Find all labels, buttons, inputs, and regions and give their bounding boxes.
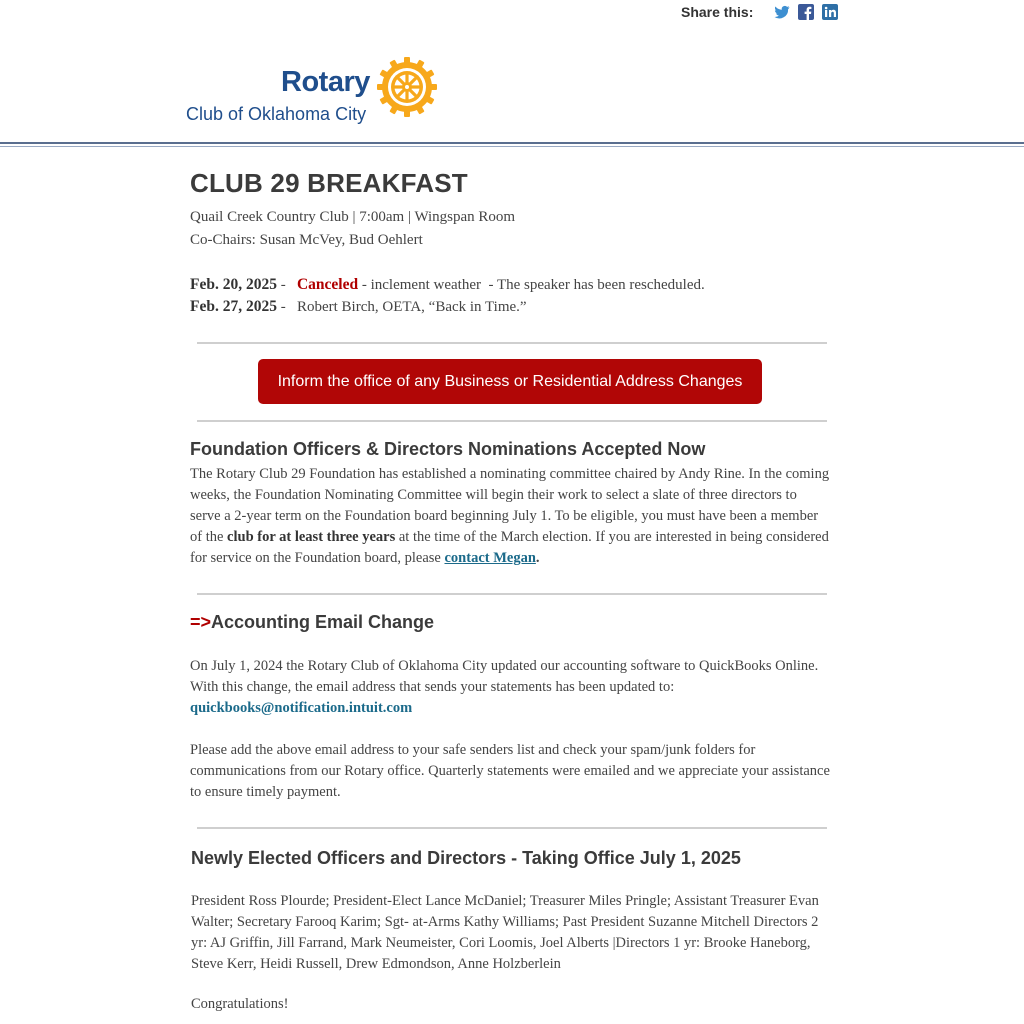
event-item: Feb. 27, 2025 - Robert Birch, OETA, “Back in Time.” — [190, 298, 527, 315]
accounting-instructions: Please add the above email address to your safe senders list and check your spam/junk folders for communications from our Rotary office. Quarterly statements were emailed and we appreciate your assistance to ensure timely payment. — [190, 742, 830, 800]
event-detail: Robert Birch, OETA, “Back in Time.” — [296, 299, 527, 315]
breakfast-info — [190, 206, 830, 252]
accounting-text: On July 1, 2024 the Rotary Club of Oklahoma City updated our accounting software to QuickBooks Online. With this change, the email address that sends your statements has been updated to: quickbooks@notification.intuit.com — [190, 658, 819, 716]
event-item: Feb. 20, 2025 - Canceled - inclement weather - The speaker has been rescheduled. — [190, 276, 705, 293]
arrow-marker: => — [190, 612, 212, 632]
breakfast-venue: Quail Creek Country Club | 7:00am | Wingspan Room — [190, 209, 516, 225]
address-change-button[interactable]: Inform the office of any Business or Residential Address Changes — [258, 359, 762, 404]
rotary-logo[interactable] — [185, 56, 445, 128]
section-divider — [197, 342, 827, 344]
quickbooks-email-link[interactable]: quickbooks@notification.intuit.com — [190, 700, 413, 716]
event-date: Feb. 27, 2025 — [190, 298, 277, 315]
share-label: Share this: — [681, 4, 754, 20]
logo-wordmark: Rotary — [281, 66, 370, 98]
congratulations-text: Congratulations! — [191, 996, 289, 1012]
section-divider — [197, 827, 827, 829]
linkedin-icon[interactable] — [822, 4, 838, 20]
officers-list: President Ross Plourde; President-Elect Lance McDaniel; Treasurer Miles Pringle; Assistant Treasurer Evan Walter; Secretary Farooq Karim; Sgt- at-Arms Kathy Williams; Past President Suzanne Mitchell Directors 2 yr: AJ Griffin, Jill Farrand, Mark Neumeister, Cori Loomis, Joel Alberts |Directors 1 yr: Brooke Haneborg, Steve Kerr, Heidi Russell, Drew Edmondson, Anne Holzberlein — [191, 893, 819, 972]
rotary-wheel-icon — [376, 56, 438, 118]
breakfast-title: CLUB 29 BREAKFAST — [190, 168, 468, 198]
officers-heading: Newly Elected Officers and Directors - Taking Office July 1, 2025 — [191, 848, 741, 868]
address-button-wrap — [190, 359, 830, 404]
event-detail: - inclement weather - The speaker has been rescheduled. — [358, 277, 705, 293]
accounting-heading: =>Accounting Email Change — [190, 612, 435, 632]
share-bar — [681, 4, 838, 20]
header-divider — [0, 142, 1024, 144]
status-canceled: Canceled — [296, 276, 359, 293]
eligibility-emphasis: club for at least three years — [227, 529, 396, 545]
section-divider — [197, 593, 827, 595]
contact-megan-link[interactable]: contact Megan — [444, 550, 536, 566]
event-list — [190, 274, 830, 318]
header-divider-thin — [0, 146, 1024, 147]
newsletter-content — [190, 168, 830, 1015]
foundation-heading: Foundation Officers & Directors Nominations Accepted Now — [190, 439, 706, 459]
foundation-text: The Rotary Club 29 Foundation has established a nominating committee chaired by Andy Rine. In the coming weeks, the Foundation Nominating Committee will begin their work to select a slate of three directors to serve a 2-year term on the Foundation board beginning July 1. To be eligible, you must have been a member of the club for at least three years at the time of the March election. If you are interested in being considered for service on the Foundation board, please contact Megan. — [190, 466, 830, 566]
event-date: Feb. 20, 2025 — [190, 276, 277, 293]
facebook-icon[interactable] — [798, 4, 814, 20]
twitter-icon[interactable] — [774, 4, 790, 20]
section-divider — [197, 420, 827, 422]
logo-subtitle: Club of Oklahoma City — [186, 104, 367, 124]
breakfast-cochairs: Co-Chairs: Susan McVey, Bud Oehlert — [190, 232, 423, 248]
